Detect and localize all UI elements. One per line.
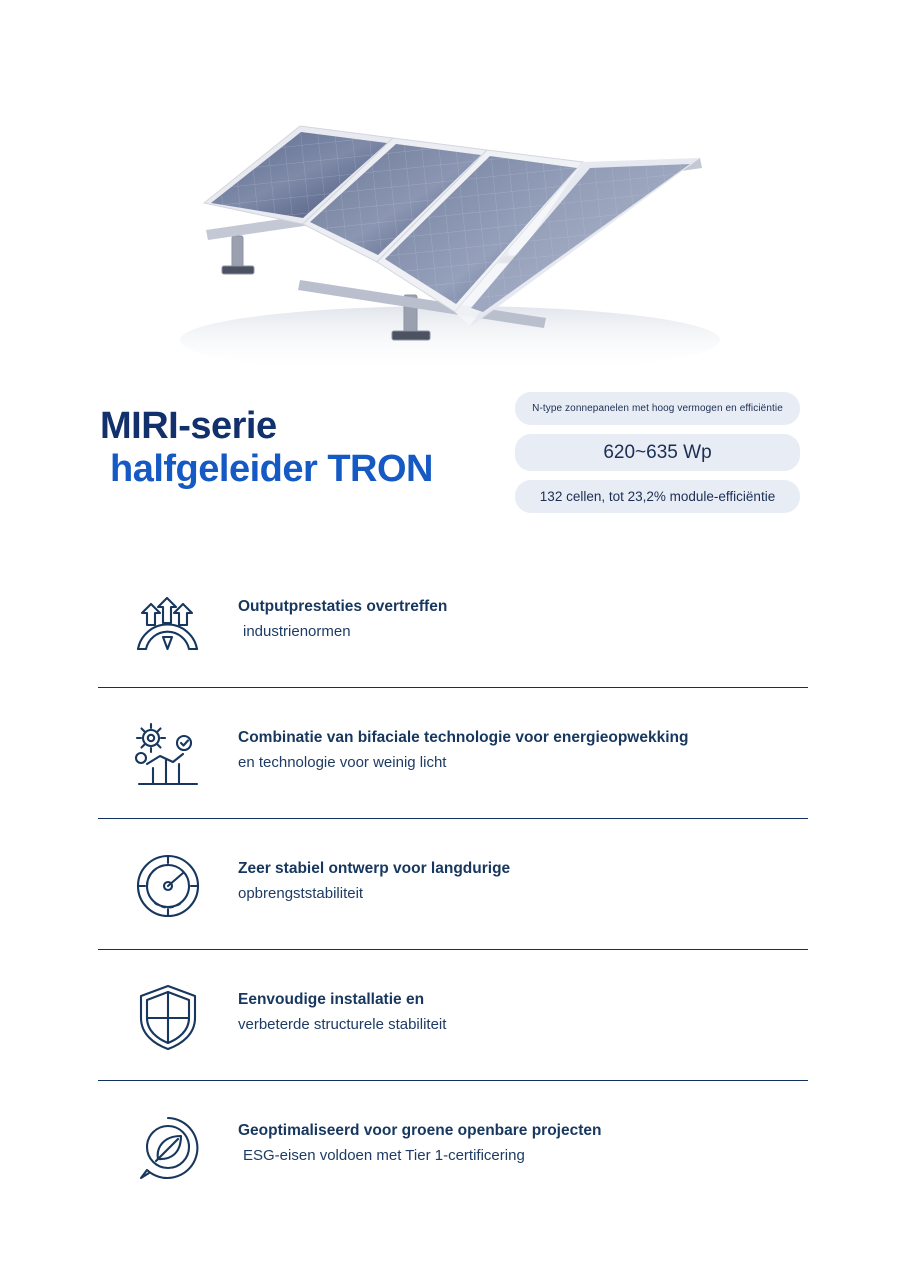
feature-list xyxy=(98,557,808,1211)
shield-icon xyxy=(98,968,238,1060)
feature-subtitle: ESG-eisen voldoen met Tier 1-certificering xyxy=(243,1146,525,1164)
page-title xyxy=(100,405,520,490)
feature-item xyxy=(98,687,808,818)
feature-text xyxy=(238,706,808,774)
feature-item xyxy=(98,557,808,687)
feature-text xyxy=(238,837,808,905)
stability-dial-icon xyxy=(98,837,238,929)
feature-title: Zeer stabiel ontwerp voor langdurige xyxy=(238,860,511,877)
gear-bar-chart-icon xyxy=(98,706,238,798)
feature-title: Eenvoudige installatie en xyxy=(238,991,425,1008)
performance-gauge-arrows-icon xyxy=(98,575,238,667)
feature-subtitle: industrienormen xyxy=(243,622,351,640)
feature-text xyxy=(238,575,808,643)
feature-subtitle: en technologie voor weinig licht xyxy=(238,753,447,771)
feature-text xyxy=(238,968,808,1036)
solar-panel-illustration xyxy=(0,40,905,370)
feature-item xyxy=(98,1080,808,1211)
spec-pill-power: 620~635 Wp xyxy=(515,434,800,471)
feature-title: Geoptimaliseerd voor groene openbare projecten xyxy=(238,1122,602,1139)
feature-item xyxy=(98,949,808,1080)
feature-title: Combinatie van bifaciale technologie voor energieopwekking xyxy=(238,729,689,746)
title-line-1: MIRI-serie xyxy=(100,405,277,447)
feature-subtitle: opbrengststabiliteit xyxy=(238,884,364,902)
feature-item xyxy=(98,818,808,949)
feature-subtitle: verbeterde structurele stabiliteit xyxy=(238,1015,447,1033)
feature-text xyxy=(238,1099,808,1167)
feature-title: Outputprestaties overtreffen xyxy=(238,598,448,615)
hero-product-image xyxy=(0,40,905,370)
spec-pill-cells: 132 cellen, tot 23,2% module-efficiëntie xyxy=(515,480,800,513)
leaf-circle-icon xyxy=(98,1099,238,1191)
spec-pill-group xyxy=(515,392,800,513)
title-line-2: halfgeleider TRON xyxy=(110,447,433,490)
spec-pill-description: N-type zonnepanelen met hoog vermogen en efficiëntie xyxy=(515,392,800,425)
